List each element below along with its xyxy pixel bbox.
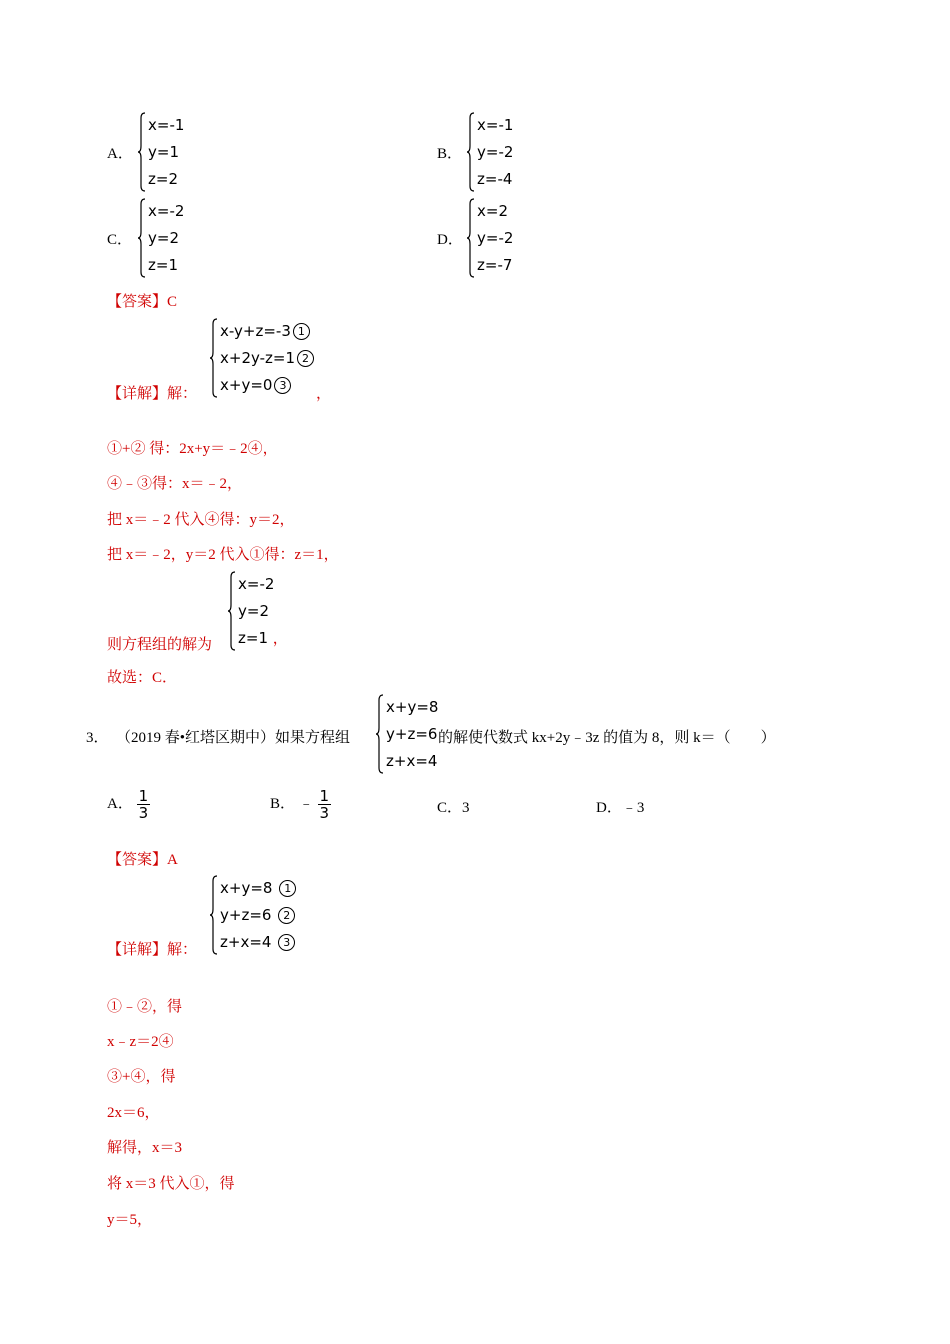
q2-detail-trail: ， [316,386,332,402]
system-row: y=2 [148,229,179,247]
system-row: x+y=8 [386,698,439,716]
q3-option-b: B． ﹣ $\frac{1}{3}$ [270,787,330,822]
q3-step: y＝5， [107,1212,153,1228]
system-row: z=-4 [477,170,513,188]
circled-number: 2 [278,907,295,924]
q2-step: 把 x＝﹣2 代入④得：y＝2， [107,512,295,528]
q2-result-prefix: 则方程组的解为 [107,637,213,653]
q3-step: 将 x＝3 代入①，得 [107,1176,235,1192]
q3-step: 2x＝6， [107,1105,160,1121]
circled-number: 3 [274,377,291,394]
brace-icon [210,318,218,398]
system-row: z=2 [148,170,178,188]
system-row: x=-2 [238,575,275,593]
option-b-label: B． [437,146,463,162]
system-row: y=1 [148,143,179,161]
circled-number: 2 [297,350,314,367]
brace-icon [467,112,475,192]
system-row: x-y+z=-3 1 [220,318,314,345]
q3-step: ①﹣②，得 [107,999,183,1015]
system-row: y=2 [238,602,269,620]
q3-option-d: D．﹣3 [596,800,645,816]
brace-icon [228,571,236,651]
system-row: z=1 [148,256,178,274]
answer-tag: 【答案】 [107,852,168,868]
answer-value: A [167,852,178,868]
circled-number: 1 [293,323,310,340]
q2-answer [107,290,177,311]
system-row: x+y=8 1 [220,875,296,902]
q2-step: 把 x＝﹣2，y＝2 代入①得：z＝1， [107,547,339,563]
fraction: $\frac{1}{3}$ [319,787,330,822]
answer-tag: 【答案】 [107,294,168,310]
brace-icon [376,694,384,774]
system-row: x=-1 [148,116,185,134]
q3-source: （2019 春•红塔区期中）如果方程组 [116,730,351,746]
q3-answer [107,848,178,869]
q3-number: 3． [86,730,109,746]
fraction: $\frac{1}{3}$ [138,787,149,822]
circled-number: 3 [278,934,295,951]
q3-step: 解得，x＝3 [107,1140,183,1156]
answer-value: C [167,294,178,310]
brace-icon [138,198,146,278]
system-row: y=-2 [477,143,514,161]
system-row: x+y=0 3 [220,372,314,399]
option-c-label: C． [107,232,133,248]
q3-step: x﹣z＝2④ [107,1034,174,1050]
circled-number: 1 [279,880,296,897]
q3-question: 的解使代数式 kx+2y﹣3z 的值为 8，则 k＝（ ） [438,730,776,746]
system-row: x+2y-z=1 2 [220,345,314,372]
system-row: x=2 [477,202,508,220]
system-row: y=-2 [477,229,514,247]
q3-option-a: A． $\frac{1}{3}$ [107,787,149,822]
q3-option-c: C．3 [437,800,470,816]
q2-final: 故选：C． [107,670,178,686]
system-row: z+x=4 [386,752,438,770]
option-d-label: D． [437,232,463,248]
result-suffix: ， [272,629,288,647]
system-row: x=-1 [477,116,514,134]
brace-icon [138,112,146,192]
system-row: y+z=6 [386,725,438,743]
brace-icon [210,875,218,955]
option-a-label: A． [107,146,133,162]
system-row: z=1 ， [238,629,288,647]
q2-step: ①+② 得：2x+y＝﹣2④， [107,441,278,457]
q3-detail-tag: 【详解】解： [107,942,198,958]
q3-step: ③+④，得 [107,1069,176,1085]
brace-icon [467,198,475,278]
system-row: y+z=6 2 [220,902,296,929]
system-row: z+x=4 3 [220,929,296,956]
q2-detail-tag: 【详解】解： [107,386,198,402]
system-row: z=-7 [477,256,513,274]
q2-step: ④﹣③得：x＝﹣2， [107,476,243,492]
system-row: x=-2 [148,202,185,220]
